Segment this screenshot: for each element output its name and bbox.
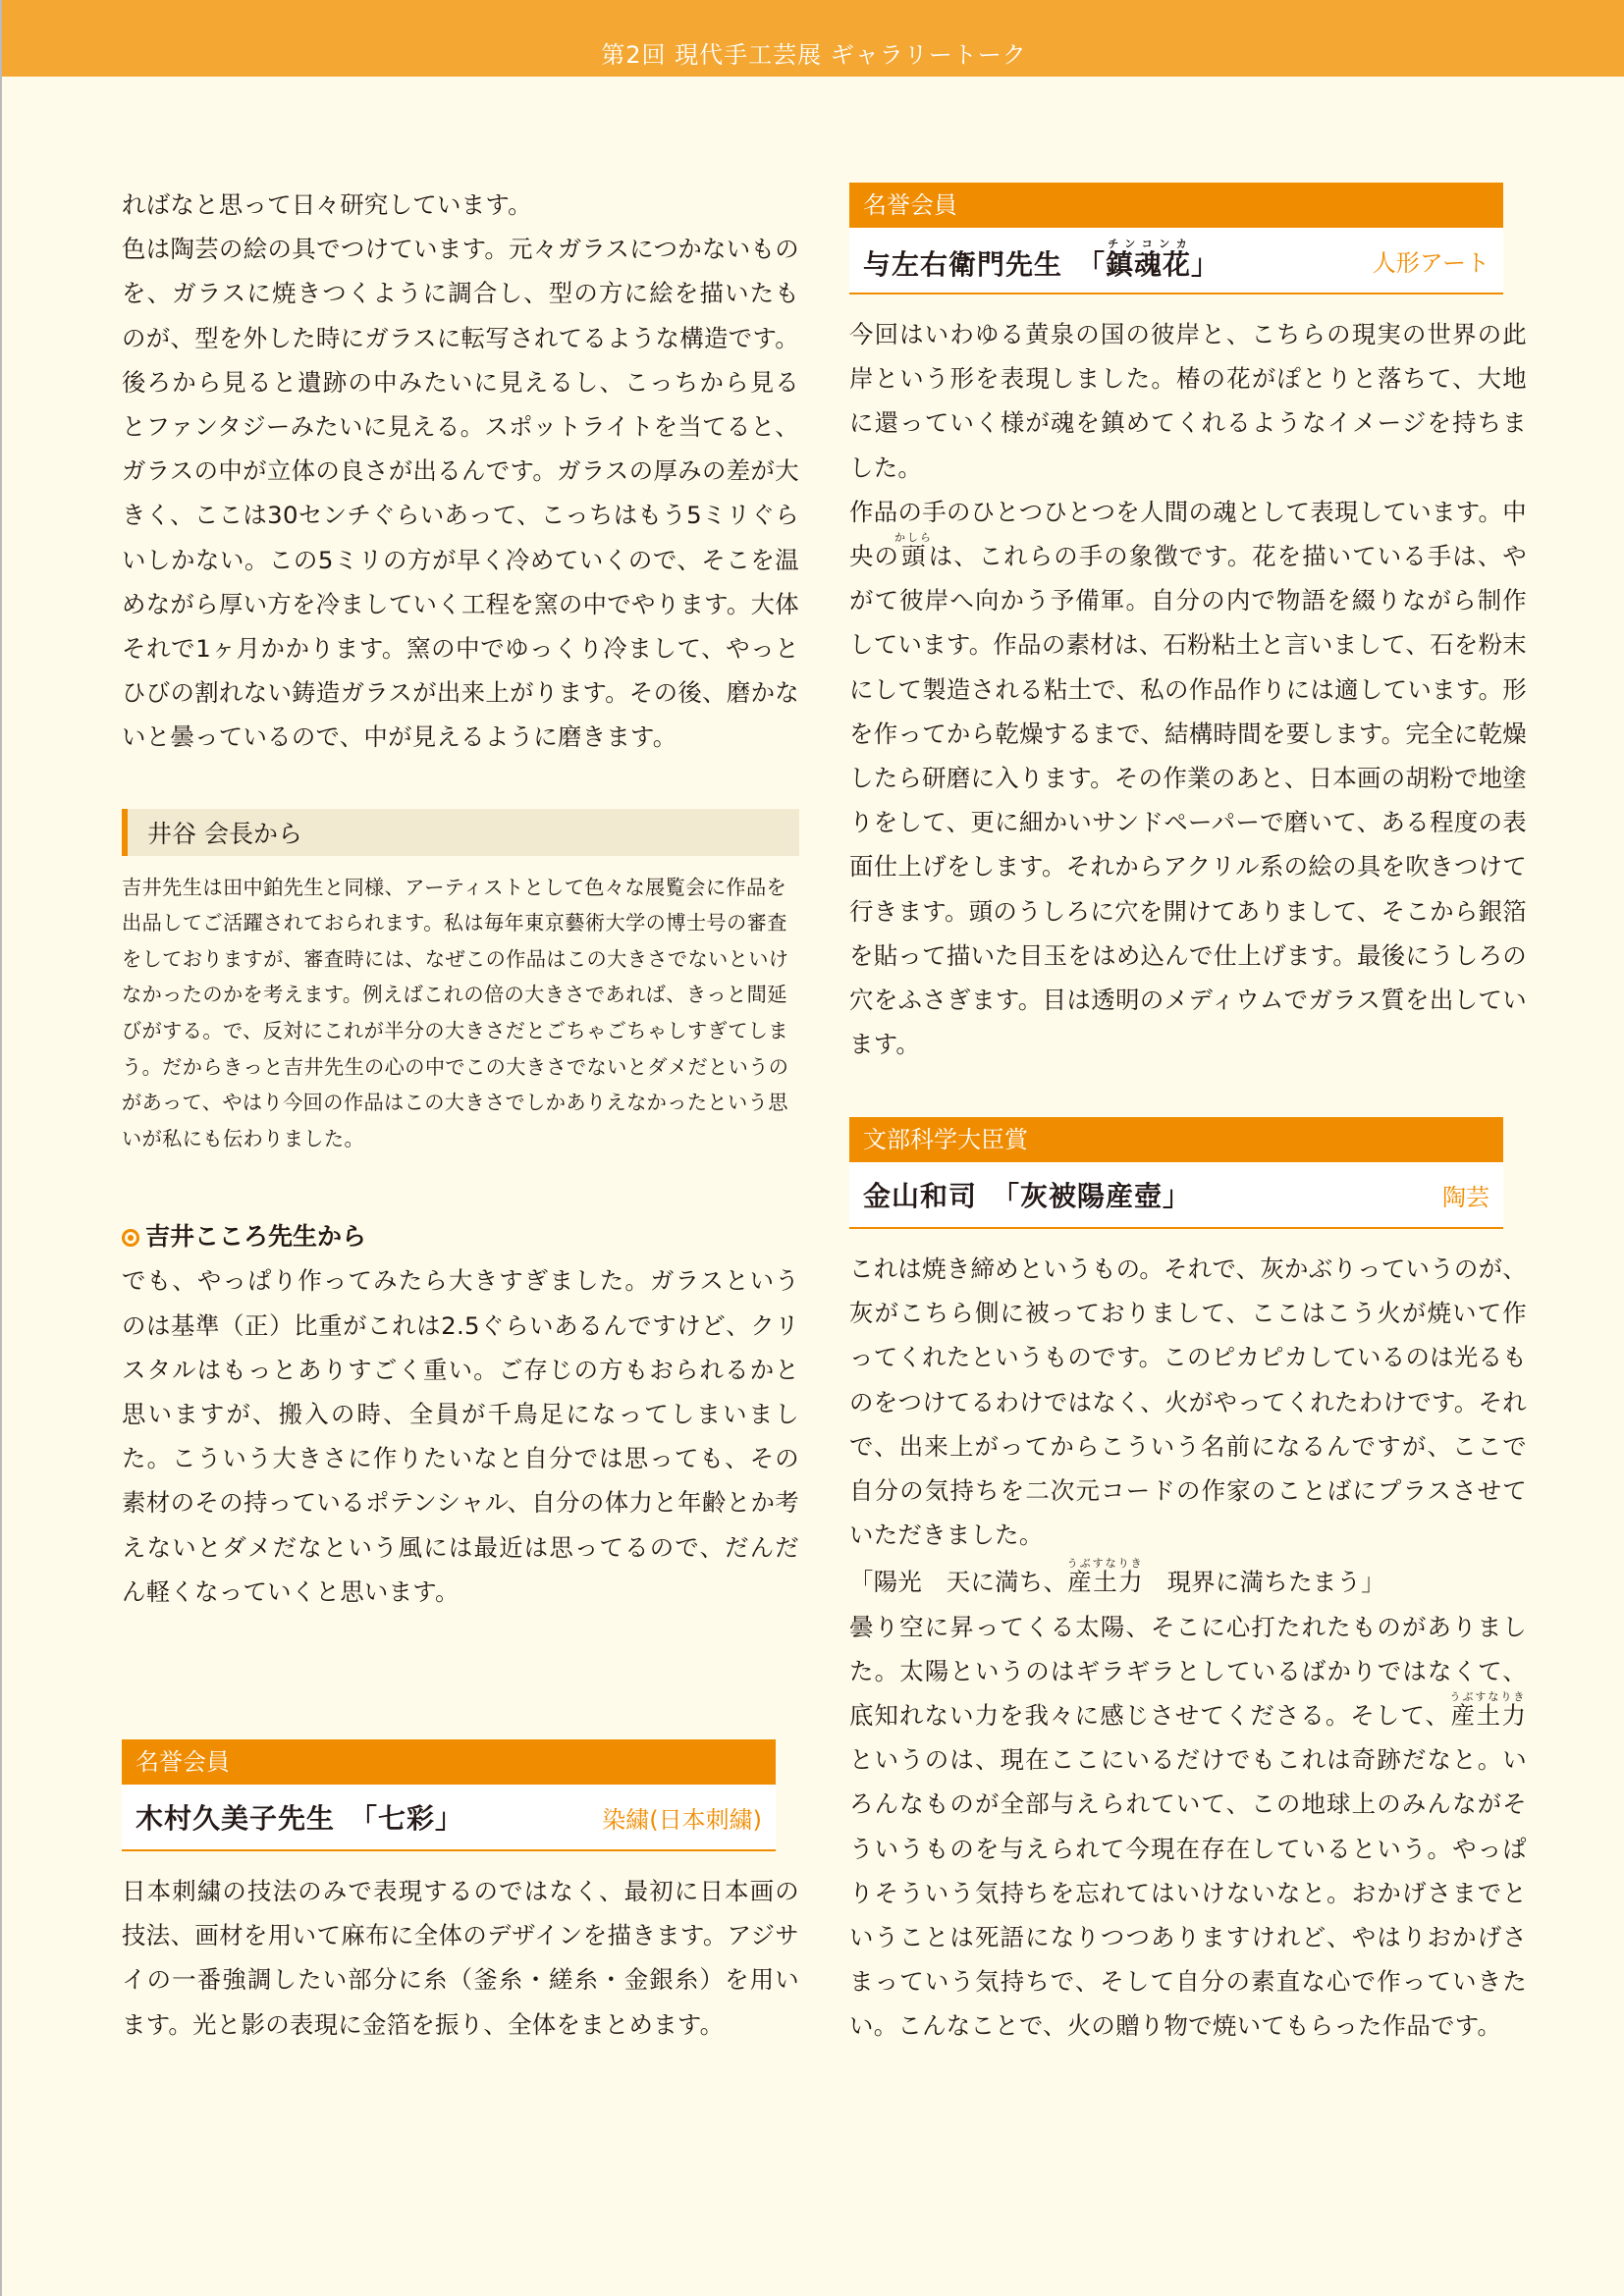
- ubusuna-ruby: [1449, 1690, 1527, 1731]
- artwork-title-ruby: [1106, 238, 1192, 281]
- section-label: 名誉会員: [849, 183, 1503, 228]
- paragraph-part-b: は、これらの手の象徴です。花を描いている手は、やがて彼岸へ向かう予備軍。自分の内で物語を綴りながら制作しています。作品の素材は、石粉粘土と言いまして、石を粉末にして製造される粘土で、私の作品作りには適しています。形を作ってから乾燥するまで、結構時間を要します。完全に乾燥したら研磨に入ります。その作業のあと、日本画の胡粉で地塗りをして、更に細かいサンドペーパーで磨いて、ある程度の表面仕上げをします。それからアクリル系の絵の具を吹きつけて行きます。頭のうしろに穴を開けてありまして、そこから銀箔を貼って描いた目玉をはめ込んで仕上げます。最後にうしろの穴をふさぎます。目は透明のメディウムでガラス質を出しています。: [849, 542, 1527, 1059]
- artist-title: 金山和司 「灰被陽産壺」: [863, 1180, 1192, 1212]
- section-label: 名誉会員: [122, 1739, 776, 1785]
- bullet-circle-icon: [122, 1229, 139, 1247]
- quote-part-b: 現界に満ちたまう」: [1142, 1568, 1385, 1597]
- section-title-bar: [849, 228, 1503, 294]
- artist-title: 木村久美子先生 「七彩」: [135, 1802, 464, 1835]
- artwork-title-base: 鎮魂花: [1106, 248, 1192, 281]
- category-label: 陶芸: [1442, 1183, 1489, 1211]
- artwork-title-reading: チンコンカ: [1106, 238, 1192, 250]
- section-paragraph-2: [849, 490, 1527, 1067]
- sub-paragraph: でも、やっぱり作ってみたら大きすぎました。ガラスというのは基準（正）比重がこれは2.5ぐらいあるんですけど、クリスタルはもっとありすごく重い。ご存じの方もおられるかと思いますが、搬入の時、全員が千鳥足になってしまいました。こういう大きさに作りたいなと自分では思っても、その素材のその持っているポテンシャル、自分の体力と年齢とか考えないとダメだなという風には最近は思ってるので、だんだん軽くなっていくと思います。: [122, 1266, 799, 1606]
- section-paragraph-1: 今回はいわゆる黄泉の国の彼岸と、こちらの現実の世界の此岸という形を表現しました。椿の花がぽとりと落ちて、大地に還っていく様が魂を鎮めてくれるようなイメージを持ちました。: [849, 320, 1527, 482]
- category-label: 染繍(日本刺繍): [602, 1805, 762, 1834]
- artist-title-prefix: 与左右衛門先生 「: [863, 248, 1107, 281]
- ubusuna-ruby-base: 産土力: [1449, 1701, 1527, 1731]
- sub-heading-label: 吉井こころ先生から: [145, 1222, 367, 1252]
- paragraph-part-a: 曇り空に昇ってくる太陽、そこに心打たれたものがありました。太陽というのはギラギラとしているばかりではなくて、底知れない力を我々に感じさせてくださる。そして、: [849, 1612, 1527, 1731]
- ubusuna-ruby-reading: うぶすなりき: [1449, 1690, 1527, 1704]
- section-paragraph: 日本刺繍の技法のみで表現するのではなく、最初に日本画の技法、画材を用いて麻布に全体のデザインを描きます。アジサイの一番強調したい部分に糸（釜糸・縒糸・金銀糸）を用います。光と影の表現に金箔を振り、全体をまとめます。: [122, 1877, 799, 2039]
- head-ruby-base: 頭: [894, 542, 933, 571]
- quote-ruby-base: 産土力: [1066, 1568, 1144, 1597]
- head-ruby-reading: かしら: [894, 531, 933, 545]
- page-header-title: 第2回 現代手工芸展 ギャラリートーク: [601, 41, 1027, 69]
- quote-line: [849, 1557, 1527, 1604]
- section-title-bar: [849, 1162, 1503, 1229]
- paragraph-part-b: というのは、現在ここにいるだけでもこれは奇跡だなと。いろんなものが全部与えられていて、この地球上のみんながそういうものを与えられて今現在存在しているという。やっぱりそういう気持ちを忘れてはいけないなと。おかげさまでということは死語になりつつありますけれど、やはりおかげさまっていう気持ちで、そして自分の素直な心で作っていきたい。こんなことで、火の贈り物で焼いてもらった作品です。: [849, 1745, 1527, 2041]
- left-column: [122, 183, 799, 1614]
- section-kimura: [122, 1739, 799, 2047]
- section-paragraph-2: [849, 1605, 1527, 2049]
- quote-ruby-reading: うぶすなりき: [1066, 1557, 1144, 1571]
- section-kanayama: [849, 1117, 1527, 2049]
- head-ruby: [894, 531, 933, 571]
- comment-paragraph: 吉井先生は田中鉑先生と同様、アーティストとして色々な展覧会に作品を出品してご活躍されておられます。私は毎年東京藝術大学の博士号の審査をしておりますが、審査時には、なぜこの作品はこの大きさでないといけなかったのかを考えます。例えばこれの倍の大きさであれば、きっと間延びがする。で、反対にこれが半分の大きさだとごちゃごちゃしすぎてしまう。だからきっと吉井先生の心の中でこの大きさでないとダメだというのがあって、やはり今回の作品はこの大きさでしかありえなかったという思いが私にも伝わりました。: [122, 875, 789, 1150]
- quote-part-a: 「陽光 天に満ち、: [849, 1568, 1068, 1597]
- comment-heading: [122, 809, 799, 856]
- paragraph-part-a: 作品の手のひとつひとつを人間の魂として表現しています。中央の: [849, 497, 1527, 571]
- artist-title-suffix: 」: [1191, 248, 1220, 281]
- comment-heading-label: 井谷 会長から: [147, 819, 302, 848]
- section-paragraph-1: これは焼き締めというもの。それで、灰かぶりっていうのが、灰がこちら側に被っておりまして、ここはこう火が焼いて作ってくれたというものです。このピカピカしているのは光るものをつけてるわけではなく、火がやってくれたわけです。それで、出来上がってからこういう名前になるんですが、ここで自分の気持ちを二次元コードの作家のことばにプラスさせていただきました。: [849, 1255, 1527, 1550]
- section-yozaemon: [849, 183, 1527, 1066]
- section-title-bar: [122, 1785, 776, 1851]
- section-label: 文部科学大臣賞: [849, 1117, 1503, 1162]
- category-label: 人形アート: [1372, 248, 1489, 277]
- intro-paragraph: ればなと思って日々研究しています。 色は陶芸の絵の具でつけています。元々ガラスにつかないものを、ガラスに焼きつくように調合し、型の方に絵を描いたものが、型を外した時にガラスに転写されてるような構造です。後ろから見ると遺跡の中みたいに見えるし、こっちから見るとファンタジーみたいに見える。スポットライトを当てると、ガラスの中が立体の良さが出るんです。ガラスの厚みの差が大きく、ここは30センチぐらいあって、こっちはもう5ミリぐらいしかない。この5ミリの方が早く冷めていくので、そこを温めながら厚い方を冷ましていく工程を窯の中でやります。大体それで1ヶ月かかります。窯の中でゆっくり冷まして、やっとひびの割れない鋳造ガラスが出来上がります。その後、磨かないと曇っているので、中が見えるように磨きます。: [122, 190, 799, 752]
- artist-title: [863, 238, 1219, 283]
- quote-ruby: [1066, 1557, 1144, 1597]
- sub-heading: [122, 1215, 799, 1258]
